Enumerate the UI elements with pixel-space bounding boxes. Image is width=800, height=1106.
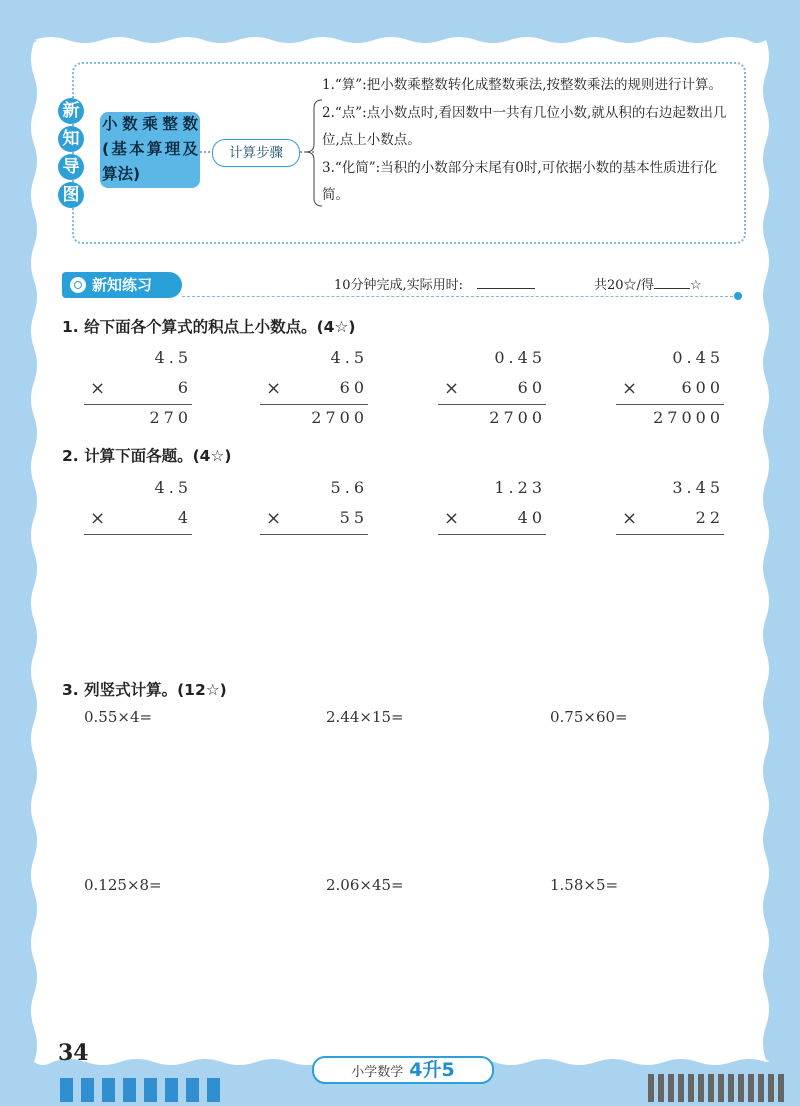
times-sign: × (622, 378, 638, 399)
q1-result[interactable]: 2700 (311, 408, 368, 427)
q2-rule (616, 534, 724, 535)
q2-factor: 1.23 (494, 478, 546, 497)
footer-stripe (728, 1074, 734, 1102)
mindmap-badge (58, 98, 86, 210)
q1-factor: 4.5 (154, 348, 192, 367)
footer-stripe (60, 1078, 73, 1102)
rule-1: 1.“算”:把小数乘整数转化成整数乘法,按整数乘法的规则进行计算。 (322, 77, 723, 93)
medal-icon (70, 277, 86, 293)
footer-stripe (688, 1074, 694, 1102)
footer-stripe (778, 1074, 784, 1102)
times-sign: × (90, 378, 106, 399)
page-number: 34 (58, 1040, 89, 1066)
q1-result[interactable]: 27000 (653, 408, 724, 427)
badge-char: 知 (58, 126, 84, 152)
q2-title: 2. 计算下面各题。(4☆) (62, 447, 232, 465)
footer-stripe (748, 1074, 754, 1102)
book-title (312, 1056, 494, 1084)
footer-stripe (718, 1074, 724, 1102)
footer-stripe (668, 1074, 674, 1102)
footer-stripe (165, 1078, 178, 1102)
q2-problem (84, 478, 192, 568)
footer-stripe (81, 1078, 94, 1102)
footer-stripe (768, 1074, 774, 1102)
book-subject: 小学数学 (351, 1065, 404, 1080)
q2-multiplier: 4 (177, 508, 192, 527)
footer-stripe (698, 1074, 704, 1102)
mindmap-topic: 小数乘整数(基本算理及算法) (100, 112, 200, 188)
section-divider-dot (734, 292, 742, 300)
q3-expression: 0.55×4= (84, 708, 153, 726)
footer-stripe (648, 1074, 654, 1102)
q2-factor: 3.45 (672, 478, 724, 497)
q1-rule (438, 404, 546, 405)
q1-multiplier: 60 (339, 378, 368, 397)
rule-3: 3.“化简”:当积的小数部分末尾有0时,可依据小数的基本性质进行化简。 (322, 159, 718, 203)
times-sign: × (622, 508, 638, 529)
q2-problem (438, 478, 546, 568)
score-blank[interactable] (654, 288, 690, 289)
times-sign: × (266, 378, 282, 399)
footer-stripe (758, 1074, 764, 1102)
footer-stripe (144, 1078, 157, 1102)
q3-title: 3. 列竖式计算。(12☆) (62, 681, 227, 699)
footer-stripe (708, 1074, 714, 1102)
times-sign: × (90, 508, 106, 529)
q2-problem (616, 478, 724, 568)
footer-stripe (186, 1078, 199, 1102)
q3-expression: 0.125×8= (84, 876, 162, 894)
q1-factor: 4.5 (330, 348, 368, 367)
times-sign: × (444, 508, 460, 529)
q1-rule (260, 404, 368, 405)
q3-expression: 1.58×5= (550, 876, 619, 894)
q1-problem (260, 348, 368, 438)
q2-multiplier: 40 (517, 508, 546, 527)
section-title: 新知练习 (92, 276, 153, 294)
mindmap-step-label: 计算步骤 (212, 139, 300, 167)
time-label: 10分钟完成,实际用时: (334, 278, 464, 293)
q1-problem (84, 348, 192, 438)
rule-2: 2.“点”:点小数点时,看因数中一共有几位小数,就从积的右边起数出几位,点上小数点。 (322, 104, 727, 148)
score-star: ☆ (689, 278, 702, 293)
footer-stripe (123, 1078, 136, 1102)
badge-char: 图 (58, 182, 84, 208)
q1-title: 1. 给下面各个算式的积点上小数点。(4☆) (62, 318, 356, 336)
mindmap-rules (322, 72, 734, 210)
q1-factor: 0.45 (672, 348, 724, 367)
q3-expression: 2.44×15= (326, 708, 404, 726)
q1-result[interactable]: 2700 (489, 408, 546, 427)
footer-stripe (658, 1074, 664, 1102)
q3-expression: 0.75×60= (550, 708, 628, 726)
q1-multiplier: 600 (681, 378, 724, 397)
times-sign: × (266, 508, 282, 529)
section-header (62, 272, 182, 298)
q2-problem (260, 478, 368, 568)
q2-factor: 5.6 (330, 478, 368, 497)
times-sign: × (444, 378, 460, 399)
footer-stripe (207, 1078, 220, 1102)
q2-rule (260, 534, 368, 535)
score-label: 共20☆/得 (594, 278, 654, 293)
score-info (594, 274, 702, 293)
footer-stripe (678, 1074, 684, 1102)
badge-char: 导 (58, 154, 84, 180)
q2-multiplier: 22 (695, 508, 724, 527)
q3-expression: 2.06×45= (326, 876, 404, 894)
q1-rule (616, 404, 724, 405)
q1-multiplier: 6 (177, 378, 192, 397)
q2-multiplier: 55 (339, 508, 368, 527)
q1-rule (84, 404, 192, 405)
q2-factor: 4.5 (154, 478, 192, 497)
q2-rule (438, 534, 546, 535)
q1-problem (438, 348, 546, 438)
book-grade: 4升5 (409, 1059, 455, 1081)
q1-problem (616, 348, 724, 438)
section-divider (182, 296, 738, 297)
q1-factor: 0.45 (494, 348, 546, 367)
badge-char: 新 (58, 98, 84, 124)
q2-rule (84, 534, 192, 535)
q1-multiplier: 60 (517, 378, 546, 397)
time-blank[interactable] (477, 288, 535, 289)
footer-stripe (102, 1078, 115, 1102)
footer-stripe (738, 1074, 744, 1102)
q1-result[interactable]: 270 (149, 408, 192, 427)
time-info (334, 274, 535, 293)
